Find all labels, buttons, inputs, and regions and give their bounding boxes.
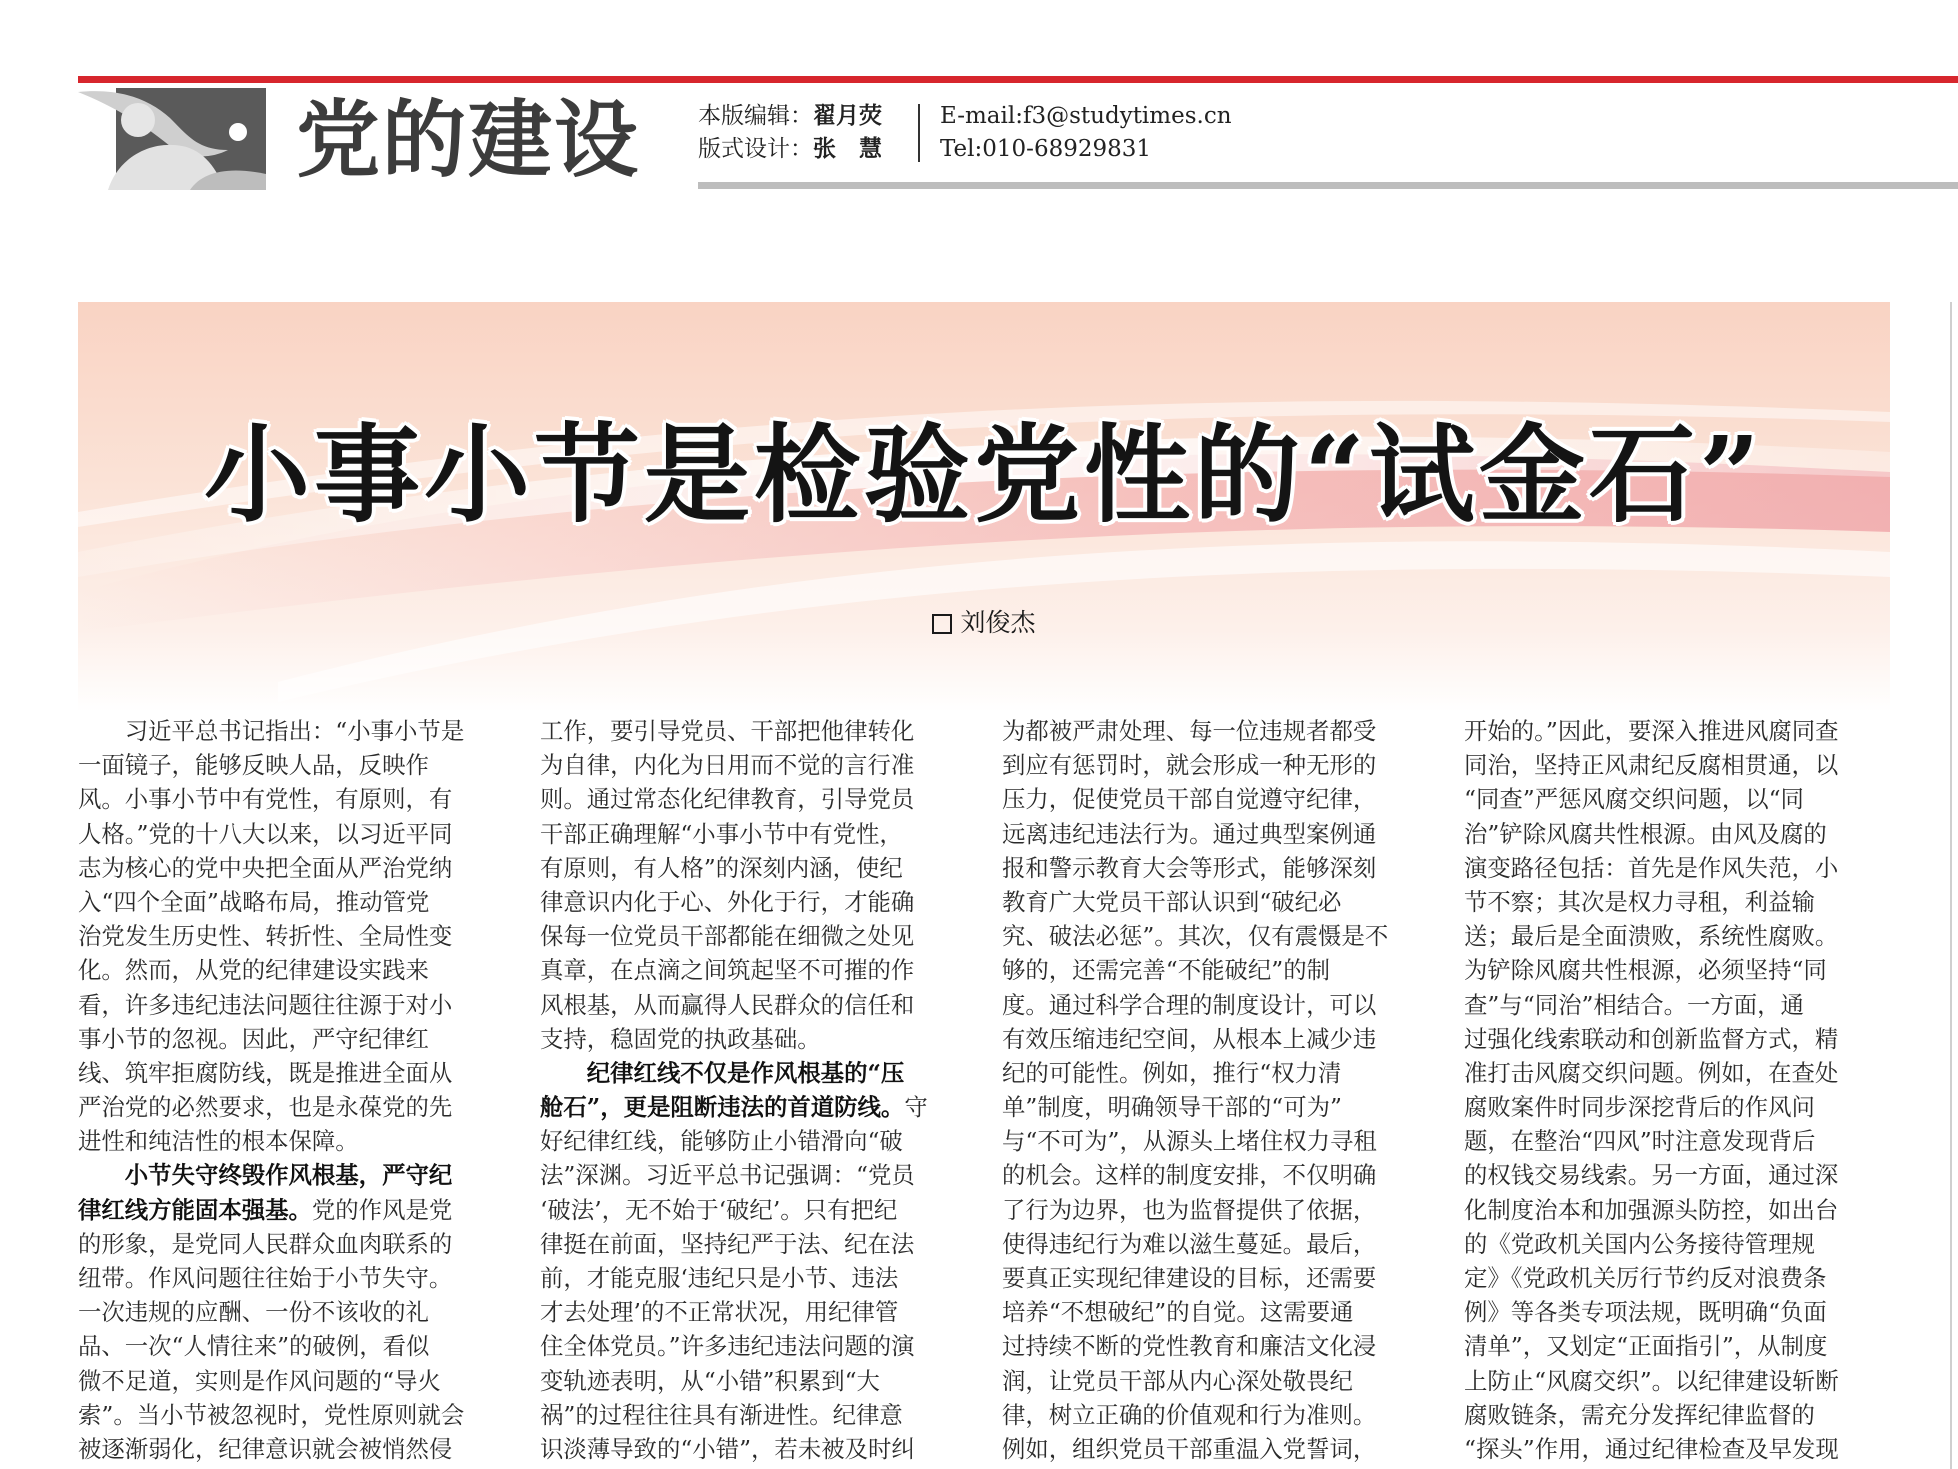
text-line (1464, 1329, 1892, 1363)
text-line (1002, 851, 1430, 885)
body-text: 查”与“同治”相结合。一方面，通 (1464, 990, 1804, 1019)
text-line (1464, 1261, 1892, 1295)
body-text: 使得违纪行为难以滋生蔓延。最后， (1002, 1229, 1377, 1258)
text-line (540, 782, 968, 816)
text-line (78, 885, 506, 919)
article-column-2 (540, 714, 968, 1469)
body-text: 律意识内化于心、外化于行，才能确 (540, 887, 915, 916)
body-text: 一面镜子，能够反映人品，反映作 (78, 751, 429, 780)
text-line (540, 851, 968, 885)
text-line (1464, 1090, 1892, 1124)
text-line (1002, 1124, 1430, 1158)
header-divider (918, 104, 920, 162)
text-line (540, 1022, 968, 1056)
text-line (1464, 851, 1892, 885)
body-text: 了行为边界，也为监督提供了依据， (1002, 1195, 1377, 1224)
body-text: 培养“不想破纪”的自觉。这需要通 (1002, 1298, 1354, 1327)
body-text: 究、破法必惩”。其次，仅有震慑是不 (1002, 922, 1389, 951)
body-text: 人格。”党的十八大以来，以习近平同 (78, 819, 453, 848)
text-line (540, 885, 968, 919)
designer-row (698, 133, 882, 166)
text-line (78, 748, 506, 782)
section-title: 党的建设 (296, 91, 641, 189)
text-line (1002, 953, 1430, 987)
text-line (78, 1364, 506, 1398)
body-text: 祸”的过程往往具有渐进性。纪律意 (540, 1400, 903, 1429)
text-line (78, 1329, 506, 1363)
body-text: “同查”严惩风腐交织问题，以“同 (1464, 785, 1804, 814)
editor-info (698, 100, 882, 166)
body-text: 纽带。作风问题往往始于小节失守。 (78, 1264, 453, 1292)
tel-text: Tel:010-68929831 (940, 136, 1152, 162)
text-line (1464, 988, 1892, 1022)
body-text: 工作，要引导党员、干部把他律转化 (540, 717, 915, 745)
body-text: 线、筑牢拒腐防线，既是推进全面从 (78, 1058, 453, 1087)
body-text: 够的，还需完善“不能破纪”的制 (1002, 956, 1330, 985)
body-text: 的机会。这样的制度安排，不仅明确 (1002, 1161, 1377, 1190)
text-line (540, 1056, 968, 1090)
text-line (1002, 1158, 1430, 1192)
header-red-rule (78, 76, 1958, 83)
body-text: 要真正实现纪律建设的目标，还需要 (1002, 1264, 1377, 1292)
body-text: 法”深渊。习近平总书记强调：“党员 (540, 1161, 915, 1190)
text-line (1002, 1193, 1430, 1227)
text-line (540, 1364, 968, 1398)
body-text: 变轨迹表明，从“小错”积累到“大 (540, 1366, 880, 1395)
body-text: 腐败链条，需充分发挥纪律监督的 (1464, 1400, 1815, 1429)
text-line (540, 988, 968, 1022)
body-text: 严治党的必然要求，也是永葆党的先 (78, 1093, 453, 1122)
body-text: 题，在整治“四风”时注意发现背后 (1464, 1127, 1816, 1156)
body-text: 有效压缩违纪空间，从根本上减少违 (1002, 1024, 1377, 1053)
body-text: 例如，组织党员干部重温入党誓词， (1002, 1434, 1377, 1463)
text-line (78, 953, 506, 987)
body-text: 志为核心的党中央把全面从严治党纳 (78, 853, 453, 882)
body-text: 教育广大党员干部认识到“破纪必 (1002, 887, 1342, 916)
text-line (540, 1124, 968, 1158)
text-line (1464, 1158, 1892, 1192)
text-line (78, 1295, 506, 1329)
text-line (1464, 748, 1892, 782)
body-text: 真章，在点滴之间筑起坚不可摧的作 (540, 956, 915, 985)
body-text: 看，许多违纪违法问题往往源于对小 (78, 990, 453, 1019)
text-line (1464, 1364, 1892, 1398)
body-text: 腐败案件时同步深挖背后的作风问 (1464, 1093, 1815, 1122)
text-line (78, 1022, 506, 1056)
body-text: 化。然而，从党的纪律建设实践来 (78, 956, 429, 985)
body-text: 节不察；其次是权力寻租，利益输 (1464, 887, 1815, 916)
body-text: 开始的。”因此，要深入推进风腐同查 (1464, 717, 1839, 745)
body-text: 才去处理’的不正常状况，用纪律管 (540, 1298, 899, 1327)
body-text: 化制度治本和加强源头防控，如出台 (1464, 1195, 1839, 1224)
body-text: 律挺在前面，坚持纪严于法、纪在法 (540, 1229, 915, 1258)
bold-lead-text: 律红线方能固本强基。 (78, 1195, 312, 1224)
article-column-1 (78, 714, 506, 1469)
body-text: 准打击风腐交织问题。例如，在查处 (1464, 1058, 1839, 1087)
article-column-4 (1464, 714, 1892, 1469)
body-text: 进性和纯洁性的根本保障。 (78, 1127, 359, 1156)
body-text: 有原则，有人格”的深刻内涵，使纪 (540, 853, 903, 882)
body-text: 好纪律红线，能够防止小错滑向“破 (540, 1127, 903, 1156)
body-text: 送；最后是全面溃败，系统性腐败。 (1464, 922, 1839, 951)
text-line (1002, 919, 1430, 953)
text-line (1002, 748, 1430, 782)
body-text: 过持续不断的党性教育和廉洁文化浸 (1002, 1332, 1377, 1361)
text-line (540, 919, 968, 953)
text-line (1002, 1227, 1430, 1261)
body-text: 定》《党政机关厉行节约反对浪费条 (1464, 1264, 1827, 1292)
body-text: 报和警示教育大会等形式，能够深刻 (1002, 853, 1377, 882)
body-text: 过强化线索联动和创新监督方式，精 (1464, 1024, 1839, 1053)
text-line (78, 988, 506, 1022)
text-line (540, 953, 968, 987)
text-line (78, 782, 506, 816)
body-text: 索”。当小节被忽视时，党性原则就会 (78, 1400, 465, 1429)
body-text: 律，树立正确的价值观和行为准则。 (1002, 1400, 1377, 1429)
body-text: 支持，稳固党的执政基础。 (540, 1024, 821, 1053)
body-text: 压力，促使党员干部自觉遵守纪律， (1002, 785, 1377, 814)
body-text: 被逐渐弱化，纪律意识就会被悄然侵 (78, 1434, 453, 1463)
text-line (1464, 1124, 1892, 1158)
body-text: 清单”，又划定“正面指引”，从制度 (1464, 1332, 1828, 1361)
contact-info (940, 100, 1232, 166)
body-text: 度。通过科学合理的制度设计，可以 (1002, 990, 1377, 1019)
text-line (540, 1227, 968, 1261)
text-line (78, 1432, 506, 1466)
text-line (1002, 1261, 1430, 1295)
body-text: 纪的可能性。例如，推行“权力清 (1002, 1058, 1342, 1087)
body-text: 与“不可为”，从源头上堵住权力寻租 (1002, 1127, 1377, 1156)
text-line (1002, 817, 1430, 851)
body-text: 为都被严肃处理、每一位违规者都受 (1002, 717, 1377, 745)
text-line (540, 1295, 968, 1329)
byline-author: 刘俊杰 (960, 608, 1036, 637)
designer-label: 版式设计： (698, 136, 813, 162)
text-line (1002, 1295, 1430, 1329)
text-line (78, 1193, 506, 1227)
byline (78, 605, 1890, 641)
text-line (1002, 1022, 1430, 1056)
designer-name: 张 慧 (813, 136, 882, 162)
article-column-3 (1002, 714, 1430, 1469)
text-line (1002, 1398, 1430, 1432)
body-text: 事小节的忽视。因此，严守纪律红 (78, 1024, 429, 1053)
body-text: 党的作风是党 (311, 1195, 453, 1224)
bold-lead-text: 小节失守终毁作风根基，严守纪 (78, 1161, 453, 1190)
bold-lead-text: 纪律红线不仅是作风根基的“压 (540, 1058, 905, 1087)
text-line (1464, 1295, 1892, 1329)
text-line (1464, 714, 1892, 748)
body-text: 一次违规的应酬、一份不该收的礼 (78, 1298, 429, 1327)
body-text: 习近平总书记指出：“小事小节是 (78, 717, 465, 745)
email-text: E-mail:f3@studytimes.cn (940, 103, 1232, 129)
text-line (1002, 1432, 1430, 1466)
text-line (540, 1158, 968, 1192)
body-text: 守 (904, 1093, 928, 1122)
body-text: 为铲除风腐共性根源，必须坚持“同 (1464, 956, 1827, 985)
body-text: 例》等各类专项法规，既明确“负面 (1464, 1298, 1827, 1327)
body-text: 润，让党员干部从内心深处敬畏纪 (1002, 1366, 1353, 1395)
text-line (540, 817, 968, 851)
body-text: 的《党政机关国内公务接待管理规 (1464, 1229, 1815, 1258)
text-line (1464, 953, 1892, 987)
editor-label: 本版编辑： (698, 103, 813, 129)
text-line (1464, 885, 1892, 919)
body-text: 风根基，从而赢得人民群众的信任和 (540, 990, 915, 1019)
text-line (540, 748, 968, 782)
text-line (78, 1056, 506, 1090)
section-logo (78, 88, 266, 190)
text-line (540, 714, 968, 748)
body-text: 演变路径包括：首先是作风失范，小 (1464, 853, 1839, 882)
body-text: 识淡薄导致的“小错”，若未被及时纠 (540, 1434, 915, 1463)
body-text: 治党发生历史性、转折性、全局性变 (78, 922, 453, 951)
bold-lead-text: 舱石”，更是阻断违法的首道防线。 (540, 1093, 905, 1122)
text-line (1464, 1056, 1892, 1090)
text-line (1002, 1364, 1430, 1398)
body-text: 前，才能克服‘违纪只是小节、违法 (540, 1264, 899, 1292)
square-box-icon (932, 614, 952, 634)
text-line (540, 1193, 968, 1227)
body-text: 的权钱交易线索。另一方面，通过深 (1464, 1161, 1839, 1190)
text-line (1464, 919, 1892, 953)
text-line (1464, 817, 1892, 851)
header-gray-rule (698, 182, 1958, 189)
body-text: 微不足道，实则是作风问题的“导火 (78, 1366, 441, 1395)
editor-name: 翟月荧 (813, 103, 882, 129)
body-text: 到应有惩罚时，就会形成一种无形的 (1002, 751, 1377, 780)
text-line (78, 1227, 506, 1261)
text-line (78, 1124, 506, 1158)
editor-row (698, 100, 882, 133)
body-text: 干部正确理解“小事小节中有党性， (540, 819, 903, 848)
text-line (78, 1090, 506, 1124)
page-edge-rule (1950, 302, 1952, 1469)
body-text: 的形象，是党同人民群众血肉联系的 (78, 1229, 453, 1258)
text-line (78, 1398, 506, 1432)
body-text: 为自律，内化为日用而不觉的言行准 (540, 751, 915, 780)
body-text: 治”铲除风腐共性根源。由风及腐的 (1464, 819, 1827, 848)
text-line (1464, 1022, 1892, 1056)
text-line (540, 1398, 968, 1432)
text-line (1002, 714, 1430, 748)
text-line (78, 817, 506, 851)
text-line (78, 919, 506, 953)
text-line (78, 1158, 506, 1192)
section-logo-graphic (78, 88, 266, 190)
text-line (540, 1329, 968, 1363)
text-line (1464, 782, 1892, 816)
text-line (1002, 988, 1430, 1022)
body-text: ‘破法’，无不始于‘破纪’。只有把纪 (540, 1195, 898, 1224)
body-text: 上防止“风腐交织”。以纪律建设斩断 (1464, 1366, 1839, 1395)
body-text: 住全体党员。”许多违纪违法问题的演 (540, 1332, 915, 1361)
body-text: 远离违纪违法行为。通过典型案例通 (1002, 819, 1377, 848)
text-line (1464, 1227, 1892, 1261)
text-line (1002, 1056, 1430, 1090)
headline-banner (78, 302, 1890, 712)
body-text: 单”制度，明确领导干部的“可为” (1002, 1093, 1342, 1122)
text-line (1002, 885, 1430, 919)
text-line (1002, 1090, 1430, 1124)
text-line (78, 1261, 506, 1295)
text-line (78, 851, 506, 885)
body-text: 风。小事小节中有党性，有原则，有 (78, 785, 453, 814)
body-text: 同治，坚持正风肃纪反腐相贯通，以 (1464, 751, 1839, 780)
text-line (1464, 1432, 1892, 1466)
body-text: 则。通过常态化纪律教育，引导党员 (540, 785, 915, 814)
body-text: “探头”作用，通过纪律检查及早发现 (1464, 1434, 1839, 1463)
article-headline: 小事小节是检验党性的“试金石” (204, 412, 1764, 537)
text-line (1464, 1193, 1892, 1227)
text-line (540, 1432, 968, 1466)
text-line (1002, 1329, 1430, 1363)
body-text: 入“四个全面”战略布局，推动管党 (78, 887, 430, 916)
text-line (78, 714, 506, 748)
text-line (540, 1261, 968, 1295)
body-text: 品、一次“人情往来”的破例，看似 (78, 1332, 430, 1361)
body-text: 保每一位党员干部都能在细微之处见 (540, 922, 915, 951)
text-line (1464, 1398, 1892, 1432)
text-line (1002, 782, 1430, 816)
text-line (540, 1090, 968, 1124)
